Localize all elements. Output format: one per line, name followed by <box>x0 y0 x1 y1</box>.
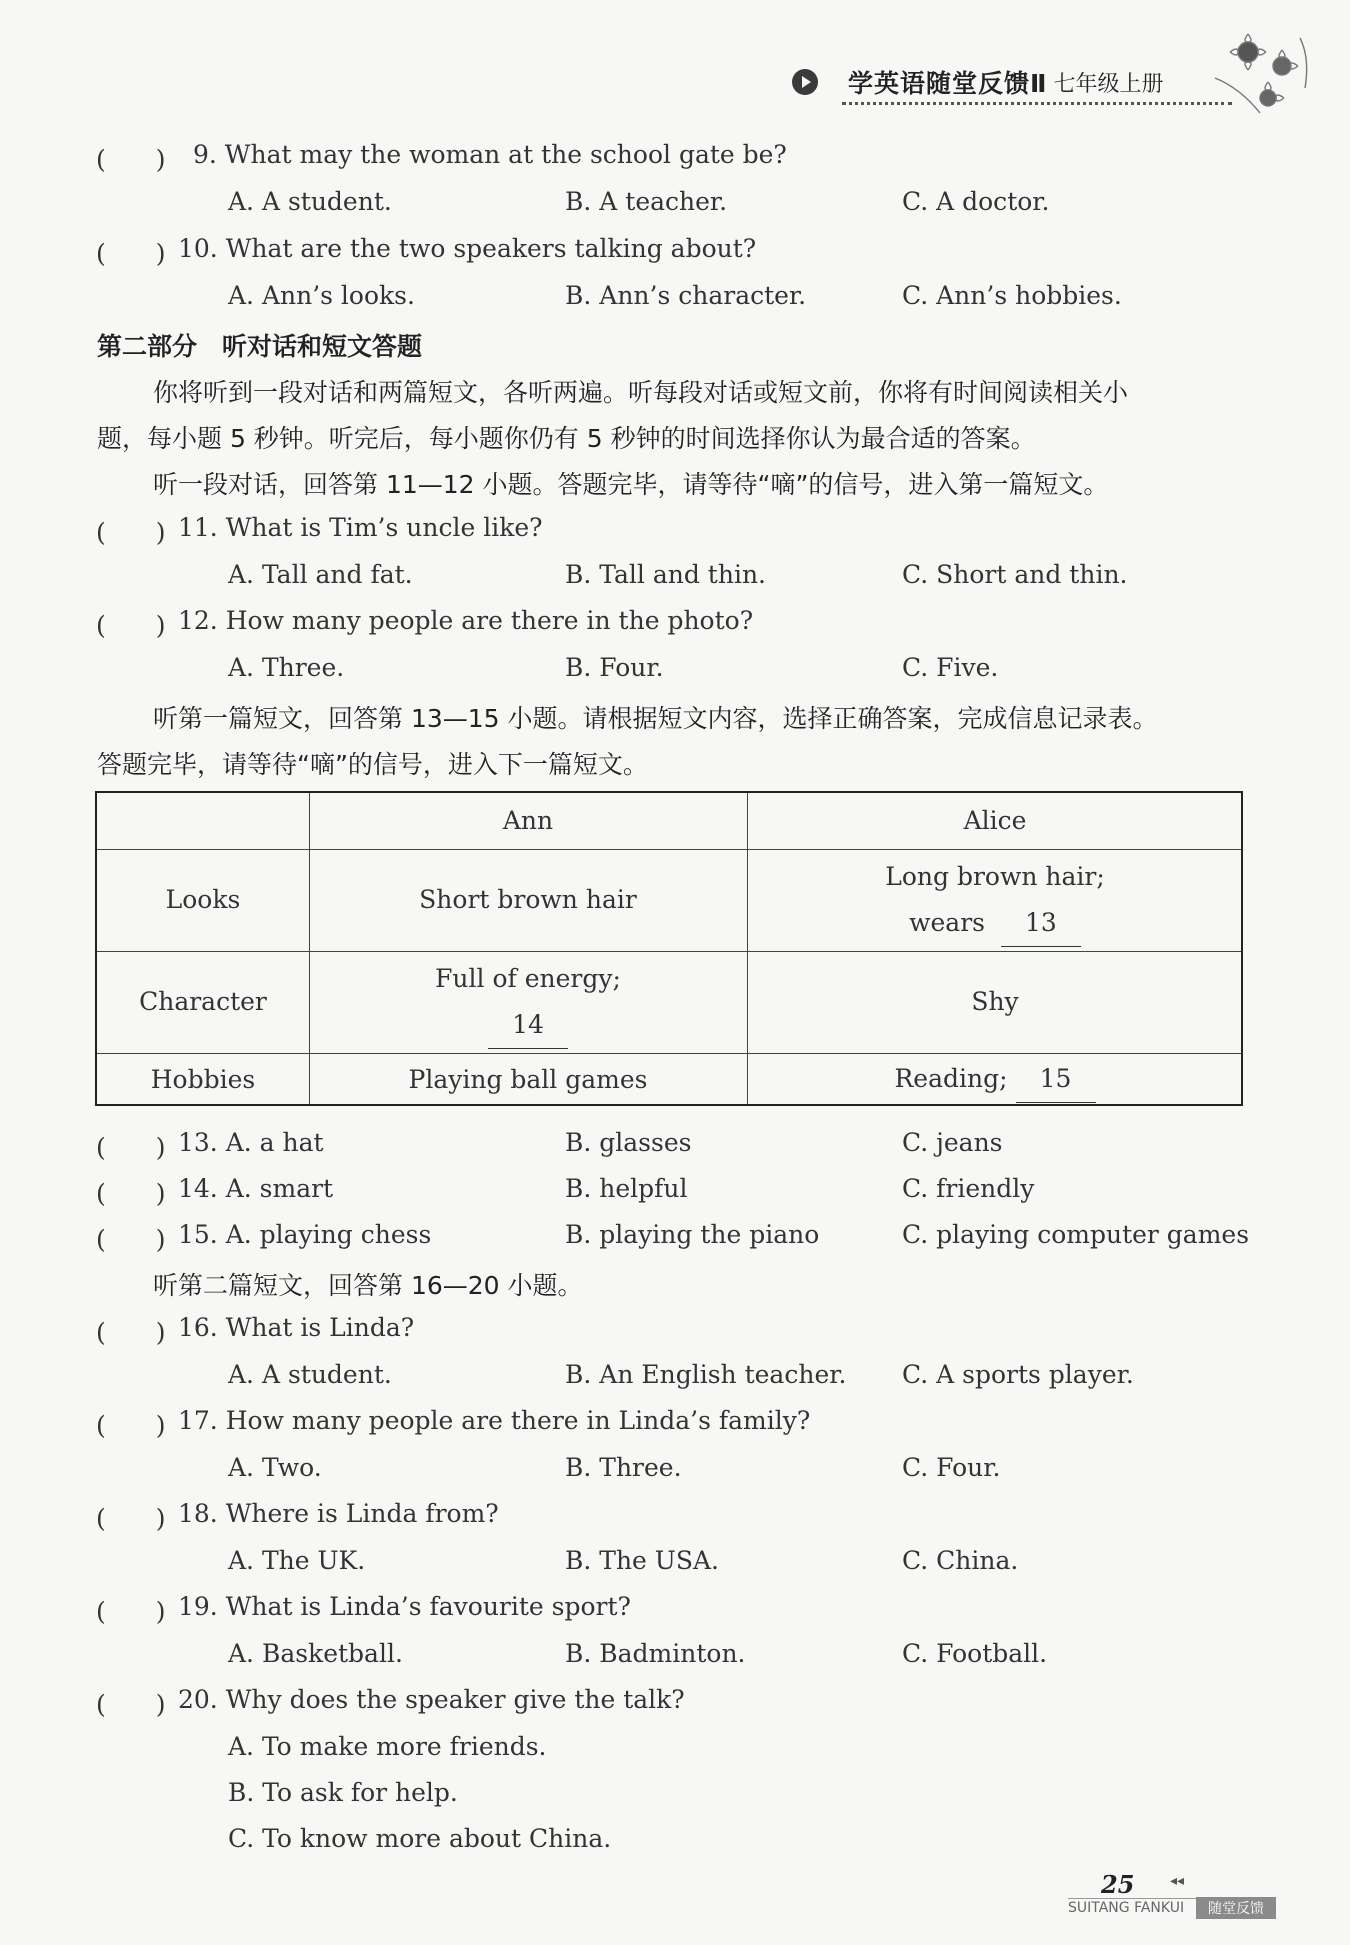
question-12: 12. How many people are there in the photo? <box>178 606 754 635</box>
table-row-label-character: Character <box>139 987 267 1016</box>
answer-bracket[interactable]: ( ) <box>96 1179 166 1208</box>
sunflower-decoration-icon <box>1210 18 1320 128</box>
play-icon <box>792 69 818 95</box>
answer-bracket[interactable]: ( ) <box>96 145 166 174</box>
table-cell-ann-character <box>309 951 747 1053</box>
answer-bracket[interactable]: ( ) <box>96 1597 166 1626</box>
q14-option-b[interactable]: B. helpful <box>565 1174 688 1203</box>
alice-hobbies-line <box>894 1056 1095 1103</box>
table-row-label-looks: Looks <box>165 885 241 914</box>
question-17: 17. How many people are there in Linda’s family? <box>178 1406 811 1435</box>
header-title: 学英语随堂反馈Ⅱ <box>848 69 1048 98</box>
passage1-instructions-line-2: 答题完毕，请等待“嘀”的信号，进入下一篇短文。 <box>97 750 648 779</box>
arrow-left-icon: ◂◂ <box>1170 1873 1185 1889</box>
q20-option-b[interactable]: B. To ask for help. <box>228 1778 458 1807</box>
alice-looks-wears: wears <box>909 907 985 937</box>
footer-brand-cn: 随堂反馈 <box>1196 1897 1276 1919</box>
q13-option-b[interactable]: B. glasses <box>565 1128 692 1157</box>
footer-divider <box>1068 1898 1196 1899</box>
section-title: 第二部分 听对话和短文答题 <box>97 332 423 361</box>
header-divider <box>842 102 1232 105</box>
q16-option-c[interactable]: C. A sports player. <box>902 1360 1134 1389</box>
passage2-instructions: 听第二篇短文，回答第 16—20 小题。 <box>153 1271 583 1300</box>
table-cell-alice-looks <box>747 849 1243 951</box>
question-13-option-a[interactable]: 13. A. a hat <box>178 1128 324 1157</box>
q11-option-b[interactable]: B. Tall and thin. <box>565 560 766 589</box>
q20-option-c[interactable]: C. To know more about China. <box>228 1824 612 1853</box>
answer-bracket[interactable]: ( ) <box>96 1411 166 1440</box>
q12-option-c[interactable]: C. Five. <box>902 653 999 682</box>
q11-option-a[interactable]: A. Tall and fat. <box>228 560 413 589</box>
table-cell-alice-character: Shy <box>971 987 1019 1016</box>
q12-option-a[interactable]: A. Three. <box>228 653 345 682</box>
q18-option-a[interactable]: A. The UK. <box>228 1546 366 1575</box>
q9-option-b[interactable]: B. A teacher. <box>565 187 728 216</box>
question-20: 20. Why does the speaker give the talk? <box>178 1685 685 1714</box>
table-header-ann: Ann <box>502 806 554 835</box>
passage1-instructions-line-1: 听第一篇短文，回答第 13—15 小题。请根据短文内容，选择正确答案，完成信息记录表。 <box>153 704 1158 733</box>
question-16: 16. What is Linda? <box>178 1313 415 1342</box>
answer-bracket[interactable]: ( ) <box>96 1318 166 1347</box>
answer-bracket[interactable]: ( ) <box>96 518 166 547</box>
q9-option-a[interactable]: A. A student. <box>228 187 392 216</box>
q9-option-c[interactable]: C. A doctor. <box>902 187 1050 216</box>
q14-option-c[interactable]: C. friendly <box>902 1174 1035 1203</box>
q17-option-c[interactable]: C. Four. <box>902 1453 1001 1482</box>
q17-option-b[interactable]: B. Three. <box>565 1453 682 1482</box>
table-cell-ann-looks: Short brown hair <box>419 885 637 914</box>
answer-bracket[interactable]: ( ) <box>96 1225 166 1254</box>
q19-option-b[interactable]: B. Badminton. <box>565 1639 746 1668</box>
question-11: 11. What is Tim’s uncle like? <box>178 513 543 542</box>
info-record-table <box>95 791 1243 1106</box>
q18-option-c[interactable]: C. China. <box>902 1546 1019 1575</box>
alice-looks-line-2 <box>909 900 1081 947</box>
question-18: 18. Where is Linda from? <box>178 1499 499 1528</box>
q16-option-a[interactable]: A. A student. <box>228 1360 392 1389</box>
blank-13[interactable]: 13 <box>1001 900 1081 947</box>
ann-character-line-1: Full of energy; <box>435 963 621 993</box>
q18-option-b[interactable]: B. The USA. <box>565 1546 719 1575</box>
section-instructions-line-2: 题，每小题 5 秒钟。听完后，每小题你仍有 5 秒钟的时间选择你认为最合适的答案。 <box>97 424 1036 453</box>
q19-option-a[interactable]: A. Basketball. <box>228 1639 403 1668</box>
q15-option-b[interactable]: B. playing the piano <box>565 1220 820 1249</box>
table-row-label-hobbies: Hobbies <box>150 1064 256 1094</box>
dialog-instructions: 听一段对话，回答第 11—12 小题。答题完毕，请等待“嘀”的信号，进入第一篇短文。 <box>153 470 1109 499</box>
q10-option-b[interactable]: B. Ann’s character. <box>565 281 807 310</box>
q16-option-b[interactable]: B. An English teacher. <box>565 1360 847 1389</box>
answer-bracket[interactable]: ( ) <box>96 1690 166 1719</box>
table-header-alice: Alice <box>963 806 1027 835</box>
question-15-option-a[interactable]: 15. A. playing chess <box>178 1220 432 1249</box>
blank-15[interactable]: 15 <box>1016 1056 1096 1103</box>
answer-bracket[interactable]: ( ) <box>96 611 166 640</box>
q10-option-c[interactable]: C. Ann’s hobbies. <box>902 281 1122 310</box>
q10-option-a[interactable]: A. Ann’s looks. <box>228 281 415 310</box>
answer-bracket[interactable]: ( ) <box>96 239 166 268</box>
blank-14[interactable]: 14 <box>488 1002 568 1049</box>
alice-looks-line-1: Long brown hair; <box>885 861 1105 891</box>
question-10: 10. What are the two speakers talking about? <box>178 234 757 263</box>
page-number: 25 <box>1101 1870 1135 1899</box>
q15-option-c[interactable]: C. playing computer games <box>902 1220 1250 1249</box>
footer-brand-en: SUITANG FANKUI <box>1068 1900 1185 1916</box>
answer-bracket[interactable]: ( ) <box>96 1504 166 1533</box>
table-cell-ann-hobbies: Playing ball games <box>408 1064 648 1094</box>
page-header <box>792 60 1163 104</box>
question-14-option-a[interactable]: 14. A. smart <box>178 1174 334 1203</box>
alice-hobbies-text: Reading; <box>894 1064 1008 1093</box>
answer-bracket[interactable]: ( ) <box>96 1133 166 1162</box>
q11-option-c[interactable]: C. Short and thin. <box>902 560 1128 589</box>
section-instructions-line-1: 你将听到一段对话和两篇短文，各听两遍。听每段对话或短文前，你将有时间阅读相关小 <box>153 378 1129 407</box>
q17-option-a[interactable]: A. Two. <box>228 1453 322 1482</box>
q12-option-b[interactable]: B. Four. <box>565 653 664 682</box>
q13-option-c[interactable]: C. jeans <box>902 1128 1003 1157</box>
q19-option-c[interactable]: C. Football. <box>902 1639 1048 1668</box>
question-19: 19. What is Linda’s favourite sport? <box>178 1592 631 1621</box>
q20-option-a[interactable]: A. To make more friends. <box>228 1732 547 1761</box>
table-cell-alice-hobbies <box>747 1053 1243 1106</box>
question-9: 9. What may the woman at the school gate be? <box>193 140 787 169</box>
header-subtitle: 七年级上册 <box>1053 71 1164 97</box>
